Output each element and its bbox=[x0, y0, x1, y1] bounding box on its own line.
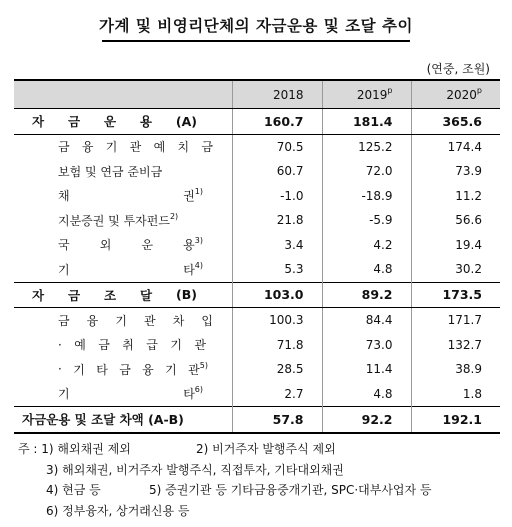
value-cell: 28.5 bbox=[232, 357, 322, 382]
label-part: 보험 및 연금 준비금 bbox=[58, 164, 163, 179]
row-equity-funds bbox=[14, 208, 500, 233]
label-part: 금 bbox=[68, 287, 81, 303]
label-part: 금 bbox=[58, 313, 70, 328]
label-tail bbox=[183, 236, 203, 253]
row-insurance-pension bbox=[14, 159, 500, 184]
label-part: 타 bbox=[96, 362, 108, 377]
row-label bbox=[14, 208, 232, 233]
value-cell: 11.4 bbox=[322, 357, 411, 382]
label-part: 금 bbox=[98, 338, 110, 353]
label-part: 운 bbox=[141, 238, 154, 253]
label-part: 기 bbox=[165, 362, 177, 377]
label-part: 금 bbox=[58, 140, 70, 155]
footnote-5: 5) 증권기관 등 기타금융중개기관, SPC·대부사업자 등 bbox=[149, 483, 432, 497]
footnote-line-1 bbox=[14, 439, 504, 460]
label-tail bbox=[188, 361, 208, 378]
value-cell: -1.0 bbox=[232, 184, 322, 209]
header-year-2018: 2018 bbox=[232, 80, 322, 109]
header-year-2020: 2020$^p$ bbox=[411, 80, 500, 109]
label-tail bbox=[183, 187, 203, 204]
label-part: 예 bbox=[74, 338, 86, 353]
value-cell: 19.4 bbox=[411, 233, 500, 258]
row-label bbox=[14, 233, 232, 258]
label-part: 융 bbox=[86, 313, 99, 328]
row-label bbox=[14, 109, 232, 135]
label-part: 기 bbox=[58, 387, 70, 402]
label-tail bbox=[201, 312, 213, 329]
label-part: 입 bbox=[201, 313, 213, 328]
label-tail bbox=[176, 114, 197, 129]
value-cell: 56.6 bbox=[411, 208, 500, 233]
row-label bbox=[14, 184, 232, 209]
value-cell: 71.8 bbox=[232, 333, 322, 358]
header-row bbox=[14, 80, 500, 109]
row-label bbox=[14, 134, 232, 159]
value-cell: 3.4 bbox=[232, 233, 322, 258]
footnote-4: 4) 현금 등 bbox=[46, 483, 101, 497]
value-cell: 125.2 bbox=[322, 134, 411, 159]
value-cell: 4.8 bbox=[322, 382, 411, 407]
footnote-marker: 5) bbox=[199, 360, 208, 370]
row-other-raising bbox=[14, 382, 500, 407]
label-part: 기 bbox=[170, 338, 182, 353]
value-cell: 181.4 bbox=[322, 109, 411, 135]
label-part: 취 bbox=[122, 338, 134, 353]
footnotes bbox=[14, 439, 504, 521]
row-net-difference bbox=[14, 407, 500, 433]
label-part: 국 bbox=[58, 238, 70, 253]
value-cell: 5.3 bbox=[232, 257, 322, 282]
label-part: 금 bbox=[67, 114, 81, 130]
row-overseas-investment bbox=[14, 233, 500, 258]
row-other-financial-institutions bbox=[14, 357, 500, 382]
footnote-line-3 bbox=[14, 480, 504, 501]
value-cell: 60.7 bbox=[232, 159, 322, 184]
label-part: 융 bbox=[142, 362, 154, 377]
row-label bbox=[14, 159, 232, 184]
label-part: 자 bbox=[32, 287, 45, 303]
title-underline bbox=[102, 40, 410, 42]
value-cell: 4.8 bbox=[322, 257, 411, 282]
label-part: 채 bbox=[58, 189, 70, 204]
label-part: 자 bbox=[32, 114, 45, 130]
row-loans-from-institutions bbox=[14, 308, 500, 333]
value-cell: 21.8 bbox=[232, 208, 322, 233]
value-cell: 160.7 bbox=[232, 109, 322, 135]
value-cell: -18.9 bbox=[322, 184, 411, 209]
footnote-marker: 4) bbox=[194, 260, 203, 270]
label-part: (B) bbox=[176, 287, 197, 303]
label-part: (A) bbox=[175, 113, 197, 129]
footnote-3: 3) 해외채권, 비거주자 발행주식, 직접투자, 기타대외채권 bbox=[46, 462, 344, 477]
value-cell: 89.2 bbox=[322, 282, 411, 308]
label-part: 외 bbox=[99, 238, 112, 253]
label-part: 타 bbox=[183, 262, 195, 277]
footnote-line-4 bbox=[14, 501, 504, 522]
label-part: · bbox=[58, 337, 62, 352]
value-cell: 132.7 bbox=[411, 333, 500, 358]
fund-flow-table bbox=[14, 79, 500, 434]
label-part: 용 bbox=[139, 114, 152, 130]
value-cell: 30.2 bbox=[411, 257, 500, 282]
value-cell: 73.9 bbox=[411, 159, 500, 184]
label-part: 치 bbox=[177, 140, 190, 155]
label-tail bbox=[183, 385, 203, 402]
label-part: 금 bbox=[119, 362, 131, 377]
value-cell: 92.2 bbox=[322, 407, 411, 433]
value-cell: 174.4 bbox=[411, 134, 500, 159]
label-part: 권 bbox=[183, 189, 195, 204]
label-tail bbox=[176, 287, 197, 302]
label-part: 달 bbox=[140, 287, 153, 303]
header-blank-cell bbox=[14, 80, 232, 109]
value-cell: 2.7 bbox=[232, 382, 322, 407]
label-tail bbox=[58, 212, 178, 229]
label-part: 차 bbox=[172, 313, 185, 328]
row-label bbox=[14, 257, 232, 282]
label-tail bbox=[194, 336, 206, 353]
footnote-marker: 6) bbox=[194, 385, 203, 395]
header-year-2019: 2019$^p$ bbox=[322, 80, 411, 109]
label-part: 금 bbox=[201, 140, 213, 155]
value-cell: -5.9 bbox=[322, 208, 411, 233]
value-cell: 70.5 bbox=[232, 134, 322, 159]
footnote-line-2 bbox=[14, 460, 504, 481]
row-label bbox=[14, 382, 232, 407]
label-part: 기 bbox=[105, 140, 118, 155]
label-part: 급 bbox=[146, 338, 158, 353]
label-part: 운 bbox=[103, 114, 117, 130]
label-part: · bbox=[58, 362, 62, 377]
footnote-marker: 3) bbox=[194, 236, 203, 246]
row-label bbox=[14, 333, 232, 358]
value-cell: 173.5 bbox=[411, 282, 500, 308]
value-cell: 4.2 bbox=[322, 233, 411, 258]
label-part: 용 bbox=[183, 238, 195, 253]
label-part: 관 bbox=[194, 338, 206, 353]
row-label bbox=[14, 357, 232, 382]
value-cell: 11.2 bbox=[411, 184, 500, 209]
row-label bbox=[14, 407, 232, 433]
label-part: 타 bbox=[183, 387, 195, 402]
footnote-1: 주 : 1) 해외채권 제외 bbox=[18, 442, 131, 456]
value-cell: 57.8 bbox=[232, 407, 322, 433]
unit-label: (연중, 조원) bbox=[426, 62, 490, 76]
value-cell: 72.0 bbox=[322, 159, 411, 184]
label-tail bbox=[201, 138, 213, 155]
label-part: 관 bbox=[144, 313, 156, 328]
value-cell: 192.1 bbox=[411, 407, 500, 433]
label-part: 지분증권 및 투자펀드 bbox=[58, 213, 170, 228]
label-tail bbox=[22, 410, 184, 428]
label-part: 조 bbox=[104, 287, 117, 303]
label-part: 융 bbox=[81, 140, 94, 155]
label-part: 기 bbox=[73, 362, 85, 377]
row-label bbox=[14, 308, 232, 333]
label-part: 기 bbox=[58, 262, 70, 277]
label-part: 관 bbox=[129, 140, 142, 155]
value-cell: 38.9 bbox=[411, 357, 500, 382]
value-cell: 171.7 bbox=[411, 308, 500, 333]
footnote-marker: 1) bbox=[194, 187, 203, 197]
row-deposits bbox=[14, 134, 500, 159]
value-cell: 84.4 bbox=[322, 308, 411, 333]
footnote-6: 6) 정부융자, 상거래신용 등 bbox=[46, 503, 190, 518]
row-bonds bbox=[14, 184, 500, 209]
footnote-marker: 2) bbox=[169, 211, 179, 221]
table-title: 가계 및 비영리단체의 자금운용 및 조달 추이 bbox=[99, 17, 413, 35]
label-part: 관 bbox=[188, 362, 200, 377]
row-fund-use-total bbox=[14, 109, 500, 135]
row-other-use bbox=[14, 257, 500, 282]
label-part: 기 bbox=[115, 313, 127, 328]
label-part: 예 bbox=[153, 140, 166, 155]
value-cell: 73.0 bbox=[322, 333, 411, 358]
row-deposit-institutions bbox=[14, 333, 500, 358]
value-cell: 103.0 bbox=[232, 282, 322, 308]
row-label bbox=[14, 282, 232, 308]
value-cell: 100.3 bbox=[232, 308, 322, 333]
label-tail bbox=[58, 163, 162, 180]
footnote-2: 2) 비거주자 발행주식 제외 bbox=[196, 442, 336, 456]
label-part: 자금운용 및 조달 차액 (A-B) bbox=[22, 412, 184, 428]
label-tail bbox=[183, 261, 203, 278]
value-cell: 1.8 bbox=[411, 382, 500, 407]
value-cell: 365.6 bbox=[411, 109, 500, 135]
row-fund-raising-total bbox=[14, 282, 500, 308]
